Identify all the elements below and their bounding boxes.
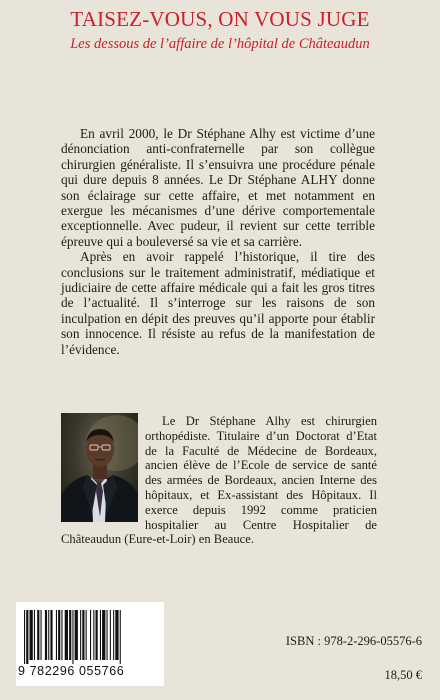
- barcode-bar: [86, 610, 87, 660]
- barcode-bar: [56, 610, 57, 660]
- barcode-bar: [58, 610, 60, 660]
- barcode-bar: [69, 610, 71, 660]
- barcode-bar: [45, 610, 47, 660]
- barcode-bar: [96, 610, 98, 660]
- barcode-bar: [102, 610, 105, 660]
- barcode-bar: [75, 610, 78, 660]
- barcode-bar: [80, 610, 81, 660]
- barcode-bar: [72, 610, 73, 664]
- barcode-bar: [48, 610, 49, 660]
- blurb-paragraph: Après en avoir rappelé l’historique, il tire des conclusions sur le traitement administratif, médiatique et judiciaire de cette affaire médicale qui a fait les gros titres de l’actualité. Il s’interroge sur les raisons de son inculpation en dépit des preuves qu’il apporte pour établir son innocence. Il résiste au refus de la manifestation de l’évidence.: [61, 249, 375, 357]
- barcode-bar: [107, 610, 108, 660]
- barcode-bar: [93, 610, 94, 660]
- barcode-digits: 9 782296 055766: [18, 664, 125, 678]
- author-bio: [61, 414, 377, 547]
- barcode-bar: [120, 610, 121, 664]
- book-title: TAISEZ-VOUS, ON VOUS JUGE: [70, 7, 370, 31]
- barcode-bar: [37, 610, 39, 660]
- barcode-bar: [30, 610, 33, 660]
- barcode-bar: [24, 610, 25, 664]
- isbn: ISBN : 978-2-296-05576-6: [285, 634, 422, 648]
- barcode: [16, 602, 164, 686]
- book-subtitle: Les dessous de l’affaire de l’hôpital de Châteaudun: [70, 36, 370, 52]
- price: 18,50 €: [384, 668, 422, 682]
- barcode-bar: [110, 610, 111, 660]
- barcode-bar: [61, 610, 62, 660]
- barcode-bar: [34, 610, 35, 660]
- barcode-bars: [22, 610, 158, 664]
- barcode-bar: [65, 610, 68, 660]
- barcode-bar: [90, 610, 91, 660]
- author-bio-text: Le Dr Stéphane Alhy est chirurgien orthopédiste. Titulaire d’un Doctorat d’Etat de la Faculté de Médecine de Bordeaux, ancien élève de l’Ecole de service de santé des armées de Bordeaux, ancien Interne des hôpitaux, et Ex-assistant des Hôpitaux. Il exerce depuis 1992 comme praticien hospitalier au Centre Hospitalier de Châteaudun (Eure-et-Loir) en Beauce.: [61, 414, 377, 547]
- barcode-bar: [100, 610, 101, 660]
- blurb-paragraph: En avril 2000, le Dr Stéphane Alhy est victime d’une dénonciation anti-confraternelle par son collègue chirurgien généraliste. Il s’ensuivra une procédure pénale qui dure depuis 8 années. Le Dr Stéphane ALHY donne son éclairage sur cette affaire, et met notamment en exergue les mécanismes d’une dérive comportementale exceptionnelle. Avec pudeur, il revient sur cette terrible épreuve qui a bouleversé sa vie et sa carrière.: [61, 126, 375, 249]
- barcode-bar: [50, 610, 52, 660]
- barcode-bar: [82, 610, 84, 660]
- book-blurb: [61, 126, 375, 357]
- barcode-bar: [115, 610, 118, 660]
- barcode-bar: [41, 610, 42, 660]
- barcode-bar: [26, 610, 28, 664]
- barcode-bar: [113, 610, 114, 660]
